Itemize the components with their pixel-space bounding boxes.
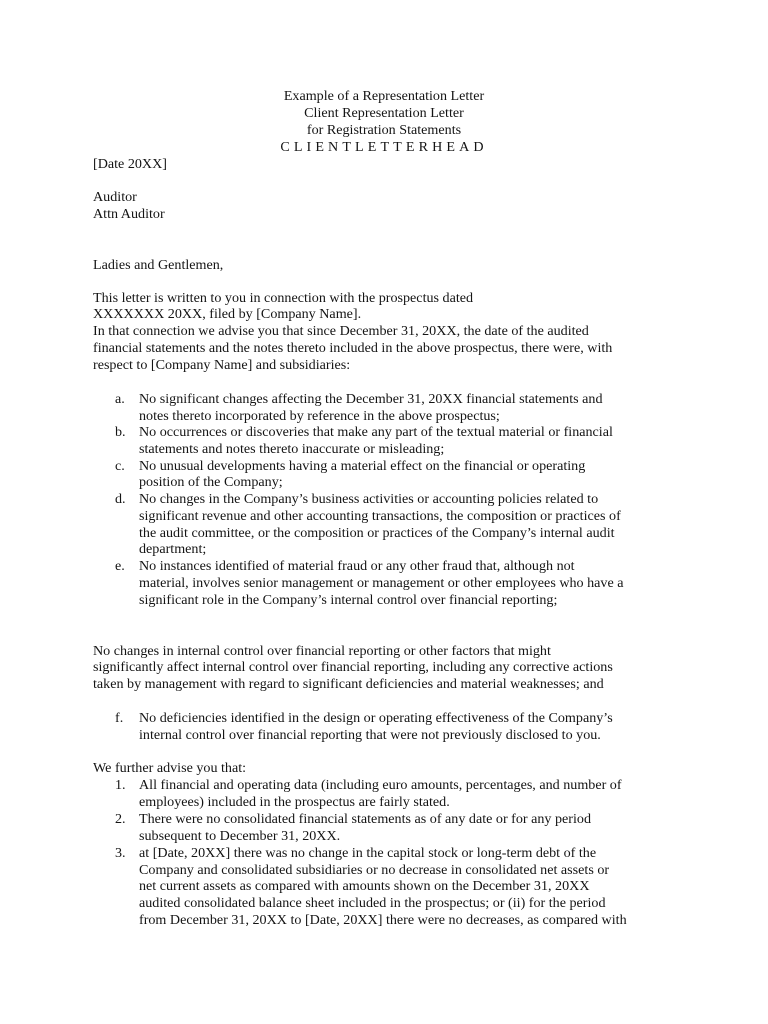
- numbered-item-line: There were no consolidated financial statements as of any date or for any period: [139, 811, 591, 827]
- paragraph-line: No changes in internal control over financial reporting or other factors that might: [93, 643, 551, 659]
- salutation: Ladies and Gentlemen,: [93, 257, 224, 273]
- list-item-marker: c.: [115, 458, 125, 474]
- letterhead-placeholder: CLIENTLETTERHEAD: [280, 139, 488, 155]
- numbered-item-marker: 3.: [115, 845, 126, 861]
- numbered-item-line: Company and consolidated subsidiaries or no decrease in consolidated net assets or: [139, 862, 610, 878]
- numbered-item-line: employees) included in the prospectus are fairly stated.: [139, 794, 450, 810]
- numbered-item-line: subsequent to December 31, 20XX.: [139, 828, 341, 844]
- document-subtitle-2: for Registration Statements: [306, 122, 462, 138]
- list-item-line: No occurrences or discoveries that make any part of the textual material or financial: [139, 424, 613, 440]
- addressee-name: Auditor: [93, 189, 137, 205]
- numbered-item-line: All financial and operating data (including euro amounts, percentages, and number of: [139, 777, 622, 793]
- list-item-line: department;: [139, 541, 207, 557]
- intro-line: financial statements and the notes thereto included in the above prospectus, there were, with: [93, 340, 613, 356]
- intro-line: In that connection we advise you that since December 31, 20XX, the date of the audited: [93, 323, 589, 339]
- list-item-line: the audit committee, or the composition or practices of the Company’s internal audit: [139, 525, 615, 541]
- document-subtitle: Client Representation Letter: [304, 105, 464, 121]
- further-intro: We further advise you that:: [93, 760, 247, 776]
- list-item-line: No changes in the Company’s business activities or accounting policies related to: [139, 491, 599, 507]
- list-item-line: significant role in the Company’s internal control over financial reporting;: [139, 592, 558, 608]
- document-title: Example of a Representation Letter: [283, 88, 485, 104]
- list-item-line: internal control over financial reporting that were not previously disclosed to you.: [139, 727, 601, 743]
- list-item-marker: d.: [115, 491, 126, 507]
- list-item-marker: b.: [115, 424, 126, 440]
- list-item-marker: f.: [115, 710, 124, 726]
- paragraph-line: taken by management with regard to significant deficiencies and material weaknesses; and: [93, 676, 604, 692]
- numbered-item-line: audited consolidated balance sheet included in the prospectus; or (ii) for the period: [139, 895, 606, 911]
- paragraph-line: significantly affect internal control over financial reporting, including any corrective actions: [93, 659, 613, 675]
- list-item-line: No significant changes affecting the December 31, 20XX financial statements and: [139, 391, 603, 407]
- numbered-item-marker: 1.: [115, 777, 126, 793]
- numbered-item-marker: 2.: [115, 811, 126, 827]
- list-item-line: material, involves senior management or management or other employees who have a: [139, 575, 624, 591]
- numbered-item-line: at [Date, 20XX] there was no change in the capital stock or long-term debt of the: [139, 845, 597, 861]
- list-item-marker: a.: [115, 391, 125, 407]
- numbered-item-line: net current assets as compared with amounts shown on the December 31, 20XX: [139, 878, 590, 894]
- list-item-line: notes thereto incorporated by reference in the above prospectus;: [139, 408, 500, 424]
- intro-line: XXXXXXX 20XX, filed by [Company Name].: [93, 306, 362, 322]
- intro-line: respect to [Company Name] and subsidiaries:: [93, 357, 351, 373]
- letter-date: [Date 20XX]: [93, 156, 167, 172]
- list-item-marker: e.: [115, 558, 125, 574]
- addressee-attn: Attn Auditor: [93, 206, 165, 222]
- intro-line: This letter is written to you in connection with the prospectus dated: [93, 290, 474, 306]
- list-item-line: significant revenue and other accounting transactions, the composition or practices of: [139, 508, 621, 524]
- list-item-line: No unusual developments having a material effect on the financial or operating: [139, 458, 586, 474]
- list-item-line: No instances identified of material fraud or any other fraud that, although not: [139, 558, 575, 574]
- list-item-line: statements and notes thereto inaccurate or misleading;: [139, 441, 445, 457]
- numbered-item-line: from December 31, 20XX to [Date, 20XX] there were no decreases, as compared with: [139, 912, 627, 928]
- list-item-line: No deficiencies identified in the design or operating effectiveness of the Company’s: [139, 710, 613, 726]
- list-item-line: position of the Company;: [139, 474, 283, 490]
